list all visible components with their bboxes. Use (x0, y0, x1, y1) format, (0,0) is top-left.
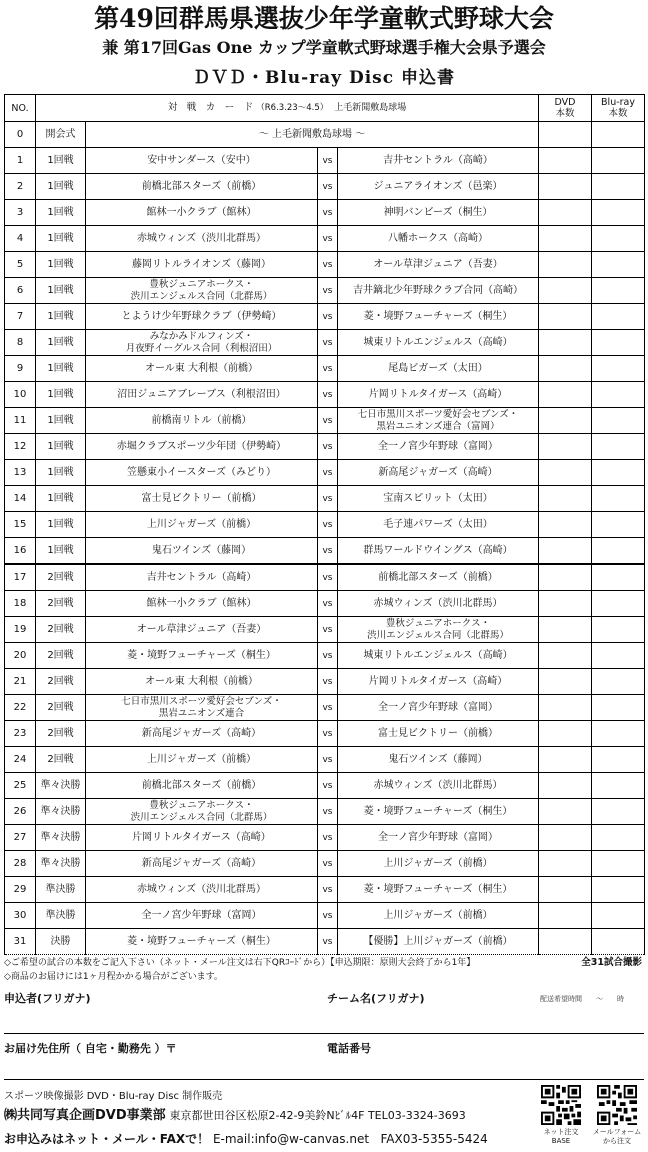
table-row (5, 929, 645, 955)
away-team: 宝南スピリット（太田） (338, 486, 539, 512)
note-delivery: ◇商品のお届けには1ヶ月程かかる場合がございます。 (4, 972, 223, 982)
away-team: 鬼石ツインズ（藤岡） (338, 747, 539, 773)
row-no: 29 (5, 877, 36, 903)
vs-label: vs (318, 721, 338, 747)
table-row (5, 330, 645, 356)
contact-email[interactable]: E-mail:info@w-canvas.net (212, 1132, 370, 1146)
vs-label: vs (318, 434, 338, 460)
vs-label: vs (318, 877, 338, 903)
dvd-qty-cell[interactable] (539, 486, 592, 512)
home-team: 安中サンダース（安中） (86, 148, 318, 174)
bluray-qty-cell[interactable] (592, 330, 645, 356)
row-no: 27 (5, 825, 36, 851)
header-no: NO. (5, 95, 36, 122)
row-round: 1回戦 (36, 538, 86, 565)
row-round: 1回戦 (36, 174, 86, 200)
bluray-qty-cell[interactable] (592, 200, 645, 226)
table-row (5, 851, 645, 877)
table-row (5, 773, 645, 799)
row-round: 1回戦 (36, 460, 86, 486)
away-team: 富士見ビクトリー（前橋） (338, 721, 539, 747)
home-team: 菱・境野フューチャーズ（桐生） (86, 929, 318, 955)
away-team: 片岡リトルタイガース（高崎） (338, 382, 539, 408)
home-team: 藤岡リトルライオンズ（藤岡） (86, 252, 318, 278)
header-dvd: DVD 本数 (539, 95, 592, 122)
vs-label: vs (318, 591, 338, 617)
row-no: 26 (5, 799, 36, 825)
row-no: 20 (5, 643, 36, 669)
header-card (36, 95, 539, 122)
dvd-qty-cell[interactable] (539, 122, 592, 148)
dvd-qty-cell[interactable] (539, 174, 592, 200)
bluray-qty-cell[interactable] (592, 617, 645, 643)
vs-label: vs (318, 148, 338, 174)
dvd-qty-cell[interactable] (539, 799, 592, 825)
row-no: 10 (5, 382, 36, 408)
bluray-qty-cell[interactable] (592, 929, 645, 955)
table-row (5, 356, 645, 382)
table-row (5, 591, 645, 617)
dvd-qty-cell[interactable] (539, 226, 592, 252)
away-team: 城東リトルエンジェルス（高崎） (338, 330, 539, 356)
dvd-qty-cell[interactable] (539, 148, 592, 174)
table-row (5, 252, 645, 278)
home-team: 菱・境野フューチャーズ（桐生） (86, 643, 318, 669)
table-row-opening (5, 122, 645, 148)
away-team: オール草津ジュニア（吾妻） (338, 252, 539, 278)
home-team: 赤城ウィンズ（渋川北群馬） (86, 226, 318, 252)
home-team: 上川ジャガーズ（前橋） (86, 512, 318, 538)
table-row (5, 747, 645, 773)
row-round: 2回戦 (36, 643, 86, 669)
vs-label: vs (318, 538, 338, 565)
row-no: 9 (5, 356, 36, 382)
dvd-qty-cell[interactable] (539, 617, 592, 643)
dvd-qty-cell[interactable] (539, 669, 592, 695)
vs-label: vs (318, 252, 338, 278)
vs-label: vs (318, 512, 338, 538)
row-round: 準々決勝 (36, 851, 86, 877)
table-row (5, 226, 645, 252)
address-line[interactable] (4, 1079, 644, 1080)
vs-label: vs (318, 200, 338, 226)
header-card-label: 対 戦 カ ー ド (167, 102, 254, 113)
home-team: 新高尾ジャガーズ（高崎） (86, 851, 318, 877)
contact-fax: FAX03-5355-5424 (380, 1132, 488, 1146)
footer-service: スポーツ映像撮影 DVD・Blu-ray Disc 制作販売 (4, 1091, 223, 1102)
bluray-qty-cell[interactable] (592, 304, 645, 330)
home-team: オール東 大利根（前橋） (86, 356, 318, 382)
bluray-qty-cell[interactable] (592, 226, 645, 252)
vs-label: vs (318, 564, 338, 591)
home-team: 館林一小クラブ（館林） (86, 200, 318, 226)
bluray-qty-cell[interactable] (592, 747, 645, 773)
row-round: 1回戦 (36, 304, 86, 330)
dvd-qty-cell[interactable] (539, 200, 592, 226)
row-round: 準々決勝 (36, 799, 86, 825)
row-no: 8 (5, 330, 36, 356)
row-no: 11 (5, 408, 36, 434)
home-team: オール東 大利根（前橋） (86, 669, 318, 695)
vs-label: vs (318, 226, 338, 252)
vs-label: vs (318, 669, 338, 695)
qr-base-caption: ネット注文 BASE (543, 1128, 579, 1145)
bluray-qty-cell[interactable] (592, 903, 645, 929)
vs-label: vs (318, 643, 338, 669)
vs-label: vs (318, 851, 338, 877)
away-team: 吉井セントラル（高崎） (338, 148, 539, 174)
row-round: 1回戦 (36, 434, 86, 460)
away-team: 上川ジャガーズ（前橋） (338, 851, 539, 877)
away-team: 赤城ウィンズ（渋川北群馬） (338, 773, 539, 799)
row-no: 4 (5, 226, 36, 252)
dvd-qty-cell[interactable] (539, 747, 592, 773)
row-round: 2回戦 (36, 564, 86, 591)
dvd-qty-cell[interactable] (539, 356, 592, 382)
bluray-qty-cell[interactable] (592, 564, 645, 591)
footer-contact (4, 1130, 488, 1147)
vs-label: vs (318, 903, 338, 929)
row-no: 2 (5, 174, 36, 200)
row-round: 1回戦 (36, 278, 86, 304)
header-bluray: Blu-ray 本数 (592, 95, 645, 122)
away-team: 豊秋ジュニアホークス・ 渋川エンジェルス合同（北群馬） (338, 617, 539, 643)
away-team: 菱・境野フューチャーズ（桐生） (338, 304, 539, 330)
dvd-qty-cell[interactable] (539, 773, 592, 799)
table-row (5, 877, 645, 903)
company-name: ㈱共同写真企画DVD事業部 (4, 1108, 166, 1123)
row-round: 1回戦 (36, 200, 86, 226)
table-row (5, 669, 645, 695)
home-team: 赤城ウィンズ（渋川北群馬） (86, 877, 318, 903)
row-round: 2回戦 (36, 617, 86, 643)
row-round: 1回戦 (36, 486, 86, 512)
bluray-qty-cell[interactable] (592, 486, 645, 512)
bluray-qty-cell[interactable] (592, 643, 645, 669)
row-no: 22 (5, 695, 36, 721)
bluray-qty-cell[interactable] (592, 382, 645, 408)
bluray-qty-cell[interactable] (592, 877, 645, 903)
home-team: みなかみドルフィンズ・ 月夜野イーグルス合同（利根沼田） (86, 330, 318, 356)
away-team: 菱・境野フューチャーズ（桐生） (338, 799, 539, 825)
row-round: 1回戦 (36, 330, 86, 356)
bluray-qty-cell[interactable] (592, 721, 645, 747)
vs-label: vs (318, 747, 338, 773)
table-row (5, 460, 645, 486)
dvd-qty-cell[interactable] (539, 721, 592, 747)
row-no: 23 (5, 721, 36, 747)
match-table (4, 94, 645, 955)
home-team: 鬼石ツインズ（藤岡） (86, 538, 318, 565)
row-no: 12 (5, 434, 36, 460)
row-round: 2回戦 (36, 695, 86, 721)
opening-venue: 〜 上毛新聞敷島球場 〜 (86, 122, 539, 148)
order-cta: お申込みはネット・メール・FAXで！ (4, 1132, 210, 1146)
row-round: 2回戦 (36, 747, 86, 773)
home-team: 前橋北部スターズ（前橋） (86, 773, 318, 799)
home-team: 吉井セントラル（高崎） (86, 564, 318, 591)
vs-label: vs (318, 799, 338, 825)
row-round: 準決勝 (36, 877, 86, 903)
vs-label: vs (318, 304, 338, 330)
vs-label: vs (318, 330, 338, 356)
home-team: オール草津ジュニア（吾妻） (86, 617, 318, 643)
bluray-qty-cell[interactable] (592, 278, 645, 304)
dvd-qty-cell[interactable] (539, 434, 592, 460)
header-period: （R6.3.23〜4.5） (256, 103, 329, 113)
address-label: お届け先住所（ 自宅・勤務先 ）〒 (4, 1042, 177, 1055)
bluray-qty-cell[interactable] (592, 512, 645, 538)
away-team: 新高尾ジャガーズ（高崎） (338, 460, 539, 486)
row-no: 3 (5, 200, 36, 226)
bluray-qty-cell[interactable] (592, 174, 645, 200)
table-row (5, 799, 645, 825)
dvd-qty-cell[interactable] (539, 851, 592, 877)
vs-label: vs (318, 825, 338, 851)
away-team: ジュニアライオンズ（邑楽） (338, 174, 539, 200)
vs-label: vs (318, 486, 338, 512)
header-venue: 上毛新聞敷島球場 (334, 103, 407, 113)
row-no: 31 (5, 929, 36, 955)
table-row (5, 721, 645, 747)
table-row (5, 434, 645, 460)
row-no: 7 (5, 304, 36, 330)
bluray-qty-cell[interactable] (592, 252, 645, 278)
bluray-qty-cell[interactable] (592, 695, 645, 721)
home-team: 前橋南リトル（前橋） (86, 408, 318, 434)
vs-label: vs (318, 695, 338, 721)
dvd-qty-cell[interactable] (539, 252, 592, 278)
dvd-qty-cell[interactable] (539, 304, 592, 330)
bluray-qty-cell[interactable] (592, 434, 645, 460)
dvd-qty-cell[interactable] (539, 408, 592, 434)
table-row (5, 200, 645, 226)
home-team: 笠懸東小イースターズ（みどり） (86, 460, 318, 486)
row-no: 13 (5, 460, 36, 486)
row-round: 1回戦 (36, 148, 86, 174)
table-row (5, 643, 645, 669)
vs-label: vs (318, 460, 338, 486)
row-no: 5 (5, 252, 36, 278)
vs-label: vs (318, 174, 338, 200)
bluray-qty-cell[interactable] (592, 851, 645, 877)
row-no: 18 (5, 591, 36, 617)
away-team: 毛子連パワーズ（太田） (338, 512, 539, 538)
row-no: 1 (5, 148, 36, 174)
row-round: 準々決勝 (36, 825, 86, 851)
row-no: 15 (5, 512, 36, 538)
table-row (5, 486, 645, 512)
home-team: 豊秋ジュニアホークス・ 渋川エンジェルス合同（北群馬） (86, 278, 318, 304)
row-no: 0 (5, 122, 36, 148)
row-round: 1回戦 (36, 408, 86, 434)
row-round: 準決勝 (36, 903, 86, 929)
total-games: 全31試合撮影 (581, 957, 642, 968)
home-team: 七日市黒川スポーツ愛好会セブンズ・ 黒岩ユニオンズ連合 (86, 695, 318, 721)
qr-mail-caption: メールフォーム から注文 (592, 1128, 642, 1145)
row-round: 2回戦 (36, 669, 86, 695)
qr-code-mail-form-icon[interactable] (597, 1085, 637, 1125)
home-team: 沼田ジュニアブレーブス（利根沼田） (86, 382, 318, 408)
dvd-qty-cell[interactable] (539, 643, 592, 669)
table-row (5, 278, 645, 304)
home-team: 片岡リトルタイガース（高崎） (86, 825, 318, 851)
away-team: 全一ノ宮少年野球（富岡） (338, 434, 539, 460)
vs-label: vs (318, 929, 338, 955)
dvd-qty-cell[interactable] (539, 512, 592, 538)
bluray-qty-cell[interactable] (592, 122, 645, 148)
away-team: 八幡ホークス（高崎） (338, 226, 539, 252)
title-order-form: ＤＶＤ・Blu-ray Disc 申込書 (192, 68, 456, 88)
away-team: 七日市黒川スポーツ愛好会セブンズ・ 黒岩ユニオンズ連合（富岡） (338, 408, 539, 434)
row-no: 19 (5, 617, 36, 643)
table-row (5, 382, 645, 408)
row-no: 21 (5, 669, 36, 695)
vs-label: vs (318, 408, 338, 434)
note-order-instructions: ◇ご希望の試合の本数をご記入下さい（ネット・メール注文は右下QRｺｰﾄﾞから）【申込期限：原則大会終了から1年】 (4, 958, 476, 968)
dvd-qty-cell[interactable] (539, 278, 592, 304)
dvd-qty-cell[interactable] (539, 460, 592, 486)
vs-label: vs (318, 617, 338, 643)
dvd-qty-cell[interactable] (539, 929, 592, 955)
row-no: 30 (5, 903, 36, 929)
away-team: 菱・境野フューチャーズ（桐生） (338, 877, 539, 903)
vs-label: vs (318, 382, 338, 408)
row-round: 1回戦 (36, 512, 86, 538)
table-row (5, 617, 645, 643)
home-team: とようけ少年野球クラブ（伊勢崎） (86, 304, 318, 330)
home-team: 館林一小クラブ（館林） (86, 591, 318, 617)
home-team: 富士見ビクトリー（前橋） (86, 486, 318, 512)
away-team: 全一ノ宮少年野球（富岡） (338, 825, 539, 851)
dvd-qty-cell[interactable] (539, 591, 592, 617)
bluray-qty-cell[interactable] (592, 773, 645, 799)
table-row (5, 148, 645, 174)
table-row (5, 695, 645, 721)
home-team: 全一ノ宮少年野球（富岡） (86, 903, 318, 929)
home-team: 赤堀クラブスポーツ少年団（伊勢崎） (86, 434, 318, 460)
row-no: 14 (5, 486, 36, 512)
row-round: 準々決勝 (36, 773, 86, 799)
dvd-qty-cell[interactable] (539, 382, 592, 408)
dvd-qty-cell[interactable] (539, 564, 592, 591)
row-no: 6 (5, 278, 36, 304)
away-team: 上川ジャガーズ（前橋） (338, 903, 539, 929)
qr-code-base-icon[interactable] (541, 1085, 581, 1125)
footer-company (4, 1104, 466, 1123)
row-round: 2回戦 (36, 721, 86, 747)
bluray-qty-cell[interactable] (592, 799, 645, 825)
away-team: 【優勝】上川ジャガーズ（前橋） (338, 929, 539, 955)
table-row (5, 408, 645, 434)
home-team: 上川ジャガーズ（前橋） (86, 747, 318, 773)
row-round: 決勝 (36, 929, 86, 955)
row-round: 2回戦 (36, 591, 86, 617)
delivery-time-label: 配送希望時間 〜 時 (540, 995, 624, 1003)
table-row (5, 903, 645, 929)
title-sub: 兼 第17回Gas One カップ学童軟式野球選手権大会県予選会 (102, 38, 546, 57)
vs-label: vs (318, 773, 338, 799)
dvd-qty-cell[interactable] (539, 825, 592, 851)
table-row (5, 512, 645, 538)
row-no: 16 (5, 538, 36, 565)
bluray-qty-cell[interactable] (592, 148, 645, 174)
table-row (5, 304, 645, 330)
dvd-qty-cell[interactable] (539, 877, 592, 903)
applicant-label: 申込者(フリガナ) (4, 992, 91, 1005)
away-team: 全一ノ宮少年野球（富岡） (338, 695, 539, 721)
row-round: 1回戦 (36, 226, 86, 252)
dvd-qty-cell[interactable] (539, 903, 592, 929)
vs-label: vs (318, 278, 338, 304)
vs-label: vs (318, 356, 338, 382)
away-team: 赤城ウィンズ（渋川北群馬） (338, 591, 539, 617)
away-team: 神明バンビーズ（桐生） (338, 200, 539, 226)
dvd-qty-cell[interactable] (539, 695, 592, 721)
row-round: 1回戦 (36, 356, 86, 382)
table-row (5, 564, 645, 591)
table-row (5, 538, 645, 565)
bluray-qty-cell[interactable] (592, 538, 645, 565)
applicant-line[interactable] (4, 1033, 644, 1034)
bluray-qty-cell[interactable] (592, 356, 645, 382)
table-row (5, 174, 645, 200)
row-no: 17 (5, 564, 36, 591)
row-no: 25 (5, 773, 36, 799)
bluray-qty-cell[interactable] (592, 825, 645, 851)
bluray-qty-cell[interactable] (592, 591, 645, 617)
home-team: 豊秋ジュニアホークス・ 渋川エンジェルス合同（北群馬） (86, 799, 318, 825)
home-team: 新高尾ジャガーズ（高崎） (86, 721, 318, 747)
away-team: 吉井鏑北少年野球クラブ合同（高崎） (338, 278, 539, 304)
away-team: 城東リトルエンジェルス（高崎） (338, 643, 539, 669)
dvd-qty-cell[interactable] (539, 330, 592, 356)
team-label: チーム名(フリガナ) (327, 992, 425, 1005)
row-no: 24 (5, 747, 36, 773)
title-main: 第49回群馬県選抜少年学童軟式野球大会 (94, 4, 554, 33)
row-round: 開会式 (36, 122, 86, 148)
home-team: 前橋北部スターズ（前橋） (86, 174, 318, 200)
row-round: 1回戦 (36, 382, 86, 408)
row-no: 28 (5, 851, 36, 877)
bluray-qty-cell[interactable] (592, 669, 645, 695)
away-team: 群馬ワールドウイングス（高崎） (338, 538, 539, 565)
away-team: 尾島ビガーズ（太田） (338, 356, 539, 382)
phone-label: 電話番号 (327, 1042, 371, 1055)
away-team: 前橋北部スターズ（前橋） (338, 564, 539, 591)
company-address: 東京都世田谷区松原2-42-9美鈴Nﾋﾞﾙ4F TEL03-3324-3693 (169, 1109, 466, 1122)
bluray-qty-cell[interactable] (592, 408, 645, 434)
away-team: 片岡リトルタイガース（高崎） (338, 669, 539, 695)
table-row (5, 825, 645, 851)
row-round: 1回戦 (36, 252, 86, 278)
bluray-qty-cell[interactable] (592, 460, 645, 486)
dvd-qty-cell[interactable] (539, 538, 592, 565)
